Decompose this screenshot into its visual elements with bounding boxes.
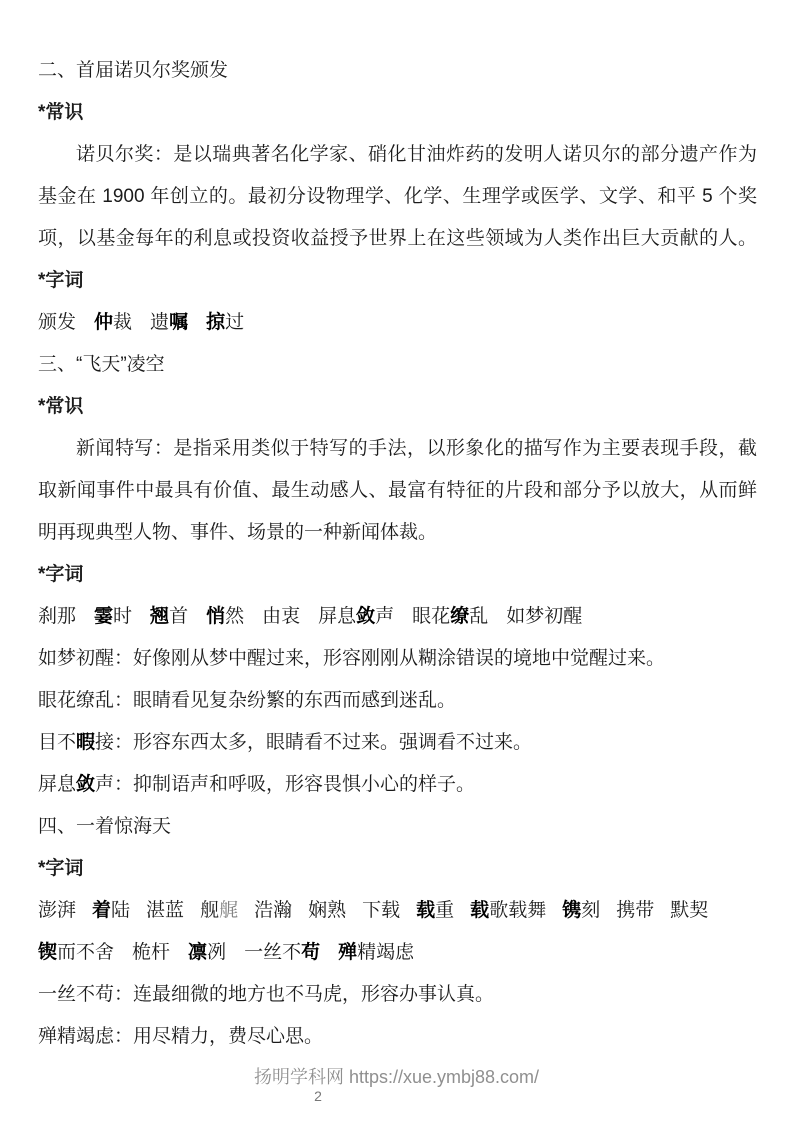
text-run: 殚精竭虑：用尽精力，费尽心思。 — [38, 1026, 324, 1047]
vocab-word — [254, 890, 292, 932]
vocab-word-line — [38, 596, 757, 638]
text-run: 下载 — [362, 900, 401, 921]
vocab-word — [416, 890, 454, 932]
vocab-word — [470, 890, 546, 932]
vocab-word — [506, 596, 582, 638]
text-run: 而不舍 — [57, 942, 115, 963]
text-run: 浩瀚 — [254, 900, 293, 921]
vocab-word-line — [38, 932, 757, 974]
text-run: 遗 — [150, 312, 170, 333]
subsection-label: *常识 — [38, 102, 84, 123]
bold-char: 悄 — [206, 606, 226, 627]
text-run: 乱 — [469, 606, 489, 627]
text-run: 澎湃 — [38, 900, 77, 921]
definition-line — [38, 722, 757, 764]
vocab-word — [562, 890, 600, 932]
vocab-word — [308, 890, 346, 932]
text-run: 刹那 — [38, 606, 77, 627]
vocab-word — [38, 302, 76, 344]
vocab-word — [188, 932, 226, 974]
text-run: 默契 — [670, 900, 709, 921]
bold-char: 镌 — [562, 900, 582, 921]
vocab-word — [92, 890, 130, 932]
bold-char: 仲 — [94, 312, 114, 333]
bold-char: 苟 — [301, 942, 321, 963]
paragraph-line: 取新闻事件中最具有价值、最生动感人、最富有特征的片段和部分予以放大，从而鲜 — [38, 480, 757, 501]
vocab-word — [206, 302, 244, 344]
vocab-word — [412, 596, 488, 638]
paragraph-line: 明再现典型人物、事件、场景的一种新闻体裁。 — [38, 522, 438, 543]
text-run: 屏息 — [38, 774, 77, 795]
paragraph-line: 新闻特写：是指采用类似于特写的手法，以形象化的描写作为主要表现手段，截 — [76, 438, 757, 459]
vocab-word — [616, 890, 654, 932]
text-run: 如梦初醒 — [506, 606, 583, 627]
text-run: 湛蓝 — [146, 900, 185, 921]
bold-char: 敛 — [356, 606, 376, 627]
bold-char: 霎 — [94, 606, 114, 627]
text-run: 一丝不 — [244, 942, 302, 963]
definition-line — [38, 680, 757, 722]
section-title: 三、“飞天”凌空 — [38, 354, 165, 375]
bold-char: 着 — [92, 900, 112, 921]
text-run: 由衷 — [262, 606, 301, 627]
definition-line — [38, 974, 757, 1016]
text-run: 冽 — [207, 942, 227, 963]
vocab-word — [318, 596, 394, 638]
text-run: 接：形容东西太多，眼睛看不过来。强调看不过来。 — [95, 732, 533, 753]
text-run: 目不 — [38, 732, 77, 753]
vocab-word — [262, 596, 300, 638]
subsection-label: *字词 — [38, 270, 84, 291]
vocab-word — [38, 596, 76, 638]
bold-char: 凛 — [188, 942, 208, 963]
bold-char: 载 — [416, 900, 436, 921]
vocab-word — [206, 596, 244, 638]
text-run: 舰 — [200, 900, 220, 921]
bold-char: 锲 — [38, 942, 58, 963]
vocab-word — [146, 890, 184, 932]
section-title: 二、首届诺贝尔奖颁发 — [38, 60, 229, 81]
paragraph-line: 项，以基金每年的利息或投资收益授予世界上在这些领域为人类作出巨大贡献的人。 — [38, 228, 757, 249]
bold-char: 掠 — [206, 312, 226, 333]
vocab-word — [94, 596, 132, 638]
bold-char: 缭 — [450, 606, 470, 627]
text-run: 屏息 — [318, 606, 357, 627]
vocab-word — [670, 890, 708, 932]
text-run: 声：抑制语声和呼吸，形容畏惧小心的样子。 — [95, 774, 476, 795]
vocab-word — [38, 932, 114, 974]
bold-char: 嘱 — [169, 312, 189, 333]
page-number: 2 — [314, 1088, 322, 1104]
subsection-label: *字词 — [38, 858, 84, 879]
paragraph-line: 基金在 1900 年创立的。最初分设物理学、化学、生理学或医学、文学、和平 5 个奖 — [38, 186, 757, 207]
footer-site-credit: 扬明学科网 https://xue.ymbj88.com/ — [253, 1067, 540, 1087]
vocab-word — [362, 890, 400, 932]
paragraph-line: 诺贝尔奖：是以瑞典著名化学家、硝化甘油炸药的发明人诺贝尔的部分遗产作为 — [76, 144, 757, 165]
vocab-word — [94, 302, 132, 344]
section-title: 四、一着惊海天 — [38, 816, 172, 837]
definition-line — [38, 638, 757, 680]
bold-char: 暇 — [76, 732, 96, 753]
text-run: 眼花 — [412, 606, 451, 627]
text-run: 颁发 — [38, 312, 77, 333]
vocab-word — [132, 932, 170, 974]
text-run: 重 — [435, 900, 455, 921]
vocab-word — [200, 890, 238, 932]
text-run: 刻 — [581, 900, 601, 921]
gray-char: 艉 — [219, 900, 239, 921]
text-run: 过 — [225, 312, 245, 333]
vocab-word-line — [38, 890, 757, 932]
vocab-word — [338, 932, 414, 974]
text-run: 裁 — [113, 312, 133, 333]
vocab-word — [150, 596, 188, 638]
text-run: 一丝不苟：连最细微的地方也不马虎，形容办事认真。 — [38, 984, 495, 1005]
text-run: 携带 — [616, 900, 655, 921]
vocab-word — [150, 302, 188, 344]
text-run: 如梦初醒：好像刚从梦中醒过来，形容刚刚从糊涂错误的境地中觉醒过来。 — [38, 648, 666, 669]
text-run: 然 — [225, 606, 245, 627]
vocab-word — [244, 932, 320, 974]
bold-char: 翘 — [150, 606, 170, 627]
text-run: 精竭虑 — [357, 942, 415, 963]
bold-char: 殚 — [338, 942, 358, 963]
subsection-label: *字词 — [38, 564, 84, 585]
text-run: 陆 — [111, 900, 131, 921]
text-run: 眼花缭乱：眼睛看见复杂纷繁的东西而感到迷乱。 — [38, 690, 457, 711]
subsection-label: *常识 — [38, 396, 84, 417]
text-run: 歌载舞 — [489, 900, 547, 921]
vocab-word-line — [38, 302, 757, 344]
document-content — [38, 50, 757, 1058]
text-run: 首 — [169, 606, 189, 627]
definition-line — [38, 1016, 757, 1058]
text-run: 娴熟 — [308, 900, 347, 921]
text-run: 桅杆 — [132, 942, 171, 963]
text-run: 声 — [375, 606, 395, 627]
bold-char: 敛 — [76, 774, 96, 795]
text-run: 时 — [113, 606, 133, 627]
definition-line — [38, 764, 757, 806]
vocab-word — [38, 890, 76, 932]
bold-char: 载 — [470, 900, 490, 921]
